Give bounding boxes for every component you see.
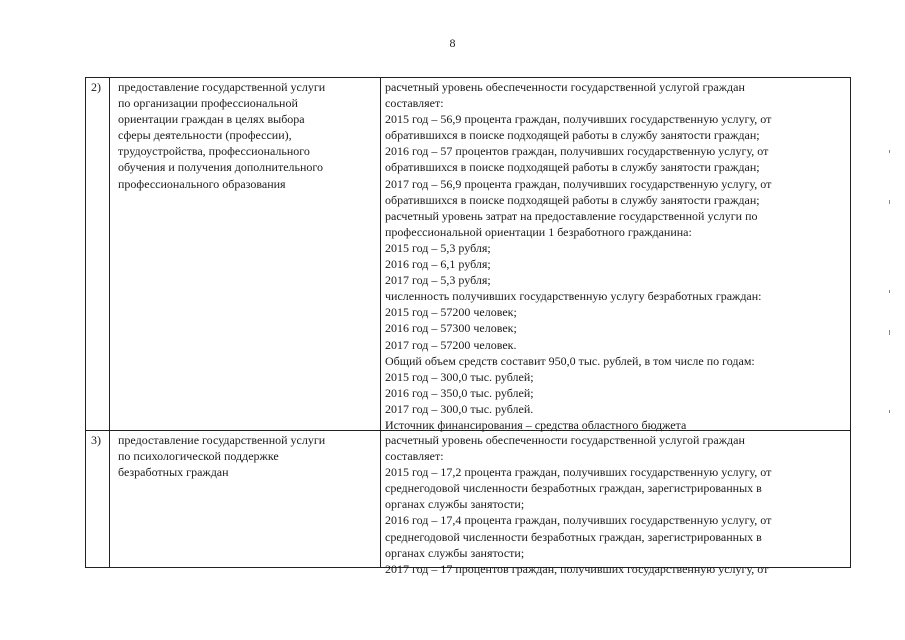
detail-line: среднегодовой численности безработных граждан, зарегистрированных в — [385, 481, 762, 496]
table-row — [86, 431, 850, 576]
detail-line: расчетный уровень обеспеченности государственной услугой граждан — [385, 80, 745, 94]
service-name-line: по организации профессиональной — [118, 96, 298, 111]
detail-line: 2015 год – 17,2 процента граждан, получивших государственную услугу, от — [385, 465, 772, 480]
detail-line: профессиональной ориентации 1 безработного гражданина: — [385, 224, 692, 239]
detail-line: расчетный уровень затрат на предоставление государственной услуги по — [385, 208, 758, 223]
scan-mark — [889, 410, 890, 413]
detail-line: обратившихся в поиске подходящей работы в службу занятости граждан; — [385, 192, 760, 207]
service-name-cell — [110, 431, 381, 567]
detail-line: 2016 год – 57 процентов граждан, получивших государственную услугу, от — [385, 144, 769, 159]
table-row — [86, 78, 850, 431]
detail-line: 2017 год – 300,0 тыс. рублей. — [385, 401, 534, 416]
detail-line: 2015 год – 300,0 тыс. рублей; — [385, 369, 534, 384]
detail-line: 2016 год – 6,1 рубля; — [385, 257, 491, 272]
detail-line: 2015 год – 5,3 рубля; — [385, 240, 491, 255]
service-name-line: предоставление государственной услуги — [118, 80, 326, 94]
detail-line: составляет: — [385, 449, 444, 464]
detail-line: 2017 год – 56,9 процента граждан, получивших государственную услугу, от — [385, 176, 772, 191]
service-name-line: профессионального образования — [118, 176, 286, 191]
detail-line: 2016 год – 350,0 тыс. рублей; — [385, 385, 534, 400]
service-name-cell — [110, 78, 381, 430]
detail-line: среднегодовой численности безработных граждан, зарегистрированных в — [385, 529, 762, 544]
detail-line: обратившихся в поиске подходящей работы в службу занятости граждан; — [385, 128, 760, 143]
scan-mark — [889, 150, 890, 153]
service-name-line: ориентации граждан в целях выбора — [118, 112, 305, 127]
detail-line: органах службы занятости; — [385, 497, 525, 512]
detail-line: 2017 год – 57200 человек. — [385, 337, 517, 352]
row-number: 2) — [86, 78, 110, 430]
detail-line: расчетный уровень обеспеченности государственной услугой граждан — [385, 433, 745, 447]
service-name-line: трудоустройства, профессионального — [118, 144, 310, 159]
page-number: 8 — [449, 36, 456, 50]
row-number: 3) — [86, 431, 110, 567]
detail-line: 2015 год – 57200 человек; — [385, 305, 517, 320]
service-details-cell — [381, 431, 850, 576]
scan-mark — [889, 290, 890, 293]
scan-mark — [889, 330, 890, 335]
detail-line: 2015 год – 56,9 процента граждан, получивших государственную услугу, от — [385, 112, 772, 127]
detail-line: Источник финансирования – средства областного бюджета — [385, 417, 687, 432]
detail-line: Общий объем средств составит 950,0 тыс. рублей, в том числе по годам: — [385, 353, 755, 368]
scan-mark — [889, 200, 890, 204]
detail-line: органах службы занятости; — [385, 545, 525, 560]
detail-line: 2017 год – 17 процентов граждан, получивших государственную услугу, от — [385, 561, 769, 576]
detail-line: 2017 год – 5,3 рубля; — [385, 273, 491, 288]
detail-line: обратившихся в поиске подходящей работы в службу занятости граждан; — [385, 160, 760, 175]
service-name-line: обучения и получения дополнительного — [118, 160, 324, 175]
service-name-line: по психологической поддержке — [118, 449, 279, 464]
detail-line: 2016 год – 57300 человек; — [385, 321, 517, 336]
detail-line: численность получивших государственную услугу безработных граждан: — [385, 289, 762, 304]
detail-line: 2016 год – 17,4 процента граждан, получивших государственную услугу, от — [385, 513, 772, 528]
detail-line: составляет: — [385, 96, 444, 111]
service-name-line: сферы деятельности (профессии), — [118, 128, 292, 143]
services-table — [85, 77, 851, 576]
service-details-cell — [381, 78, 850, 430]
service-name-line: предоставление государственной услуги — [118, 433, 326, 447]
service-name-line: безработных граждан — [118, 465, 229, 480]
